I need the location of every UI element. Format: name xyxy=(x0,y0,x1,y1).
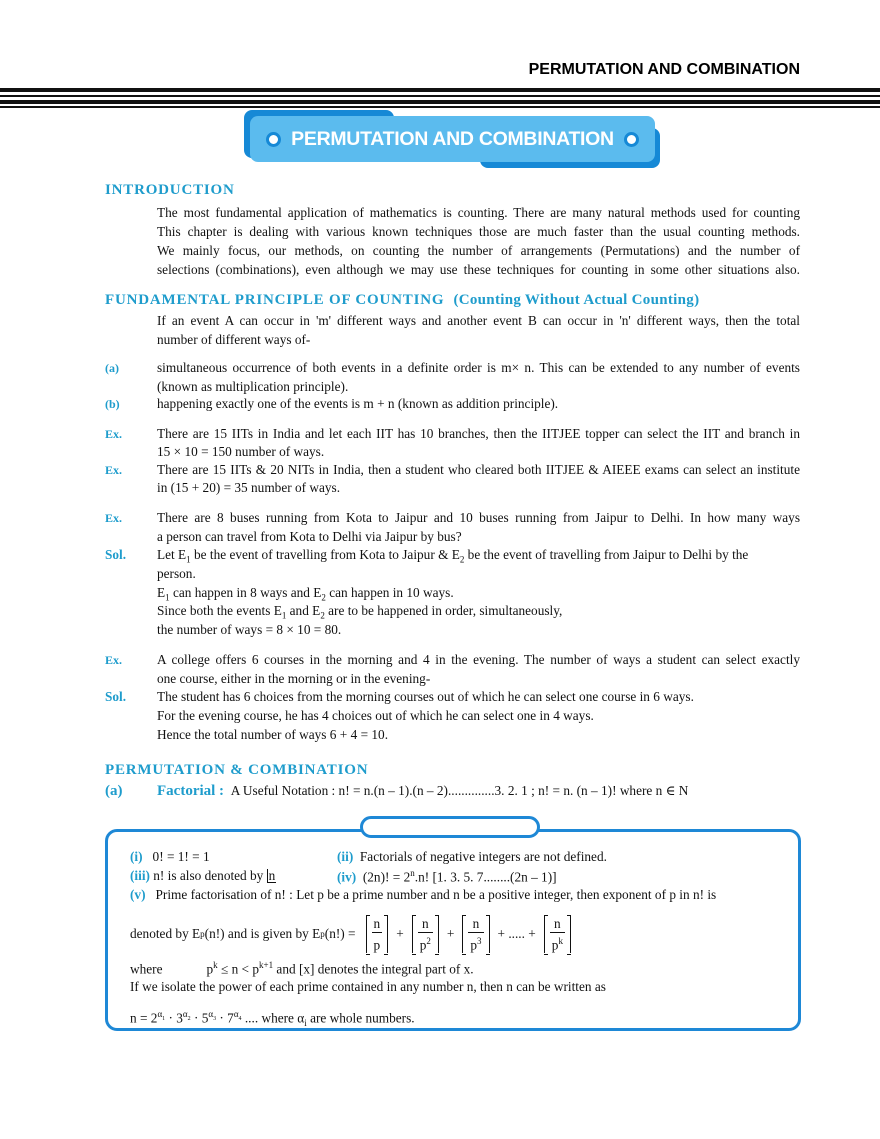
example-label: Ex. xyxy=(105,511,123,525)
text: can happen in 10 ways. xyxy=(325,585,454,600)
text: ≤ n < p xyxy=(217,961,260,977)
item-label: (ii) xyxy=(337,849,354,864)
header-rule xyxy=(0,88,880,92)
item-text: simultaneous occurrence of both events in a definite order is m× n. This can be extended to any number of events xyxy=(157,360,800,375)
example-label: Ex. xyxy=(105,653,123,667)
subscript: 3 xyxy=(213,1015,217,1022)
alpha: α xyxy=(233,1009,239,1019)
solution-text: Hence the total number of ways 6 + 4 = 10. xyxy=(157,727,389,742)
solution-label: Sol. xyxy=(105,547,127,562)
isolate-line: If we isolate the power of each prime contained in any number n, then n can be written as xyxy=(130,979,606,994)
item-text: (2n)! = 2 xyxy=(362,869,411,885)
example-text: There are 15 IITs in India and let each IIT has 10 branches, then the IITJEE topper can select the IIT and branch in xyxy=(157,426,800,441)
subscript: 2 xyxy=(320,610,325,621)
item-label: (iii) xyxy=(130,868,150,883)
denominator: p xyxy=(551,937,559,953)
chapter-banner xyxy=(250,116,655,162)
subscript: 1 xyxy=(162,1015,166,1022)
example-text: There are 8 buses running from Kota to Jaipur and 10 buses running from Jaipur to Delhi. In how many ways xyxy=(157,510,800,525)
text: Since both the events E xyxy=(157,603,282,618)
subscript: 1 xyxy=(281,610,287,621)
section-heading-permutation-combination: PERMUTATION & COMBINATION xyxy=(105,762,369,778)
subscript: i xyxy=(304,1018,307,1029)
alpha: α xyxy=(208,1009,214,1019)
item-text: Factorials of negative integers are not defined. xyxy=(359,849,607,864)
floor-term xyxy=(462,915,489,953)
item-text: .n! [1. 3. 5. 7........(2n – 1)] xyxy=(414,869,557,885)
note-iii xyxy=(130,868,276,884)
example-text: There are 15 IITs & 20 NITs in India, then a student who cleared both IITJEE & AIEEE exams can select an institute xyxy=(157,462,800,477)
item-text: 0! = 1! = 1 xyxy=(152,849,210,864)
text: · 3 xyxy=(165,1010,183,1026)
subscript: 1 xyxy=(186,554,191,565)
denominator: p xyxy=(419,937,427,953)
solution-text xyxy=(157,603,800,621)
numerator: n xyxy=(373,915,381,931)
superscript: n xyxy=(410,868,415,878)
subscript: 4 xyxy=(238,1015,242,1022)
example-label: Ex. xyxy=(105,463,123,477)
example-text: one course, either in the morning or in the evening- xyxy=(157,671,431,686)
solution-text: person. xyxy=(157,566,196,581)
plus-sign: + xyxy=(396,926,404,941)
example-text: in (15 + 20) = 35 number of ways. xyxy=(157,480,341,495)
note-i xyxy=(130,849,210,865)
formula-text: denoted by E xyxy=(130,926,201,941)
ellipsis-sum: + ..... + xyxy=(497,926,536,941)
superscript: 3 xyxy=(477,935,482,946)
plus-sign: + xyxy=(446,926,455,941)
numerator: n xyxy=(472,915,480,931)
text: n = 2 xyxy=(130,1010,158,1026)
note-box-tab xyxy=(360,816,540,838)
paragraph-line: selections (combinations), even although we may use these techniques for counting in some other situations also. xyxy=(157,262,800,277)
header-rule xyxy=(0,100,880,104)
text: are whole numbers. xyxy=(306,1010,415,1026)
example-label: Ex. xyxy=(105,427,123,441)
note-v xyxy=(130,887,801,903)
bullet-icon xyxy=(266,132,281,147)
floor-term xyxy=(412,915,439,953)
item-label: (a) xyxy=(105,783,123,799)
superscript: k xyxy=(213,960,218,970)
item-label: (v) xyxy=(130,887,146,902)
text: Let E xyxy=(157,547,187,562)
note-ii xyxy=(337,849,607,865)
item-text: n! is also denoted by xyxy=(153,868,267,883)
solution-text xyxy=(157,547,800,565)
subscript: p xyxy=(320,929,325,939)
text: and [x] denotes the integral part of x. xyxy=(273,961,474,977)
where-line xyxy=(130,960,474,977)
text: where xyxy=(130,961,163,977)
paragraph-line: If an event A can occur in 'm' different ways and another event B can occur in 'n' different ways, then the total xyxy=(157,313,800,328)
solution-label: Sol. xyxy=(105,689,127,704)
item-label: (i) xyxy=(130,849,143,864)
numerator: n xyxy=(554,915,561,931)
numerator: n xyxy=(421,915,429,931)
example-text: A college offers 6 courses in the morning and 4 in the evening. The number of ways a student can select exactly xyxy=(157,652,800,667)
formula-text: (n!) and is given by E xyxy=(204,926,321,941)
heading-text: FUNDAMENTAL PRINCIPLE OF COUNTING xyxy=(105,292,445,308)
item-label: (b) xyxy=(105,397,120,411)
item-text: (known as multiplication principle). xyxy=(157,379,349,394)
text: · 7 xyxy=(216,1010,234,1026)
example-text: a person can travel from Kota to Delhi via Jaipur by bus? xyxy=(157,529,462,544)
subscript: 2 xyxy=(459,554,465,565)
text: · 5 xyxy=(190,1010,209,1026)
text: are to be happened in order, simultaneously, xyxy=(324,603,563,618)
section-heading-fundamental-principle xyxy=(105,292,699,309)
floor-term xyxy=(544,915,571,953)
section-heading-introduction: INTRODUCTION xyxy=(105,182,235,198)
superscript: k+1 xyxy=(259,960,274,970)
item-text: happening exactly one of the events is m + n (known as addition principle). xyxy=(157,396,559,411)
subscript: 2 xyxy=(321,592,326,603)
floor-term xyxy=(366,915,389,953)
alpha: α xyxy=(182,1009,188,1019)
header-rule xyxy=(0,95,880,97)
text: be the event of travelling from Jaipur to Delhi by the xyxy=(464,547,749,562)
solution-text: The student has 6 choices from the morning courses out of which he can select one course in 6 ways. xyxy=(157,689,694,704)
item-label: (a) xyxy=(105,361,119,375)
superscript: 2 xyxy=(426,935,431,946)
heading-subtitle: (Counting Without Actual Counting) xyxy=(453,292,700,308)
subscript: 1 xyxy=(165,592,170,603)
solution-text: For the evening course, he has 4 choices out of which he can select one in 4 ways. xyxy=(157,708,594,723)
text: be the event of travelling from Kota to Jaipur & E xyxy=(190,547,460,562)
subscript: p xyxy=(200,929,205,939)
paragraph-line: The most fundamental application of mathematics is counting. There are many natural methods used for counting xyxy=(157,205,800,220)
example-text: 15 × 10 = 150 number of ways. xyxy=(157,444,325,459)
solution-text xyxy=(157,585,800,603)
factorial-text: A Useful Notation : n! = n.(n – 1).(n – 2)..............3. 2. 1 ; n! = n. (n – 1)! where n ∈ N xyxy=(230,783,689,798)
subscript: 2 xyxy=(187,1015,191,1022)
alpha: α xyxy=(157,1009,163,1019)
text: can happen in 8 ways and E xyxy=(169,585,322,600)
solution-text: the number of ways = 8 × 10 = 80. xyxy=(157,622,342,637)
note-iv xyxy=(337,868,557,885)
text: p xyxy=(206,961,214,977)
text: and E xyxy=(286,603,321,618)
text: E xyxy=(157,585,166,600)
paragraph-line: We mainly focus, our methods, on counting the number of arrangements (Permutations) and the number of xyxy=(157,243,800,258)
paragraph-line: number of different ways of- xyxy=(157,332,311,347)
running-header: PERMUTATION AND COMBINATION xyxy=(528,61,800,78)
superscript: k xyxy=(558,935,563,946)
header-rule xyxy=(0,106,880,108)
item-text: Prime factorisation of n! : Let p be a prime number and n be a positive integer, then exponent of p in n! is xyxy=(155,887,717,902)
prime-factorization-line xyxy=(130,1009,415,1028)
item-label: (iv) xyxy=(337,869,357,885)
factorial-symbol: n xyxy=(268,868,276,883)
formula-text: (n!) = xyxy=(324,926,356,941)
paragraph-line: This chapter is dealing with various known techniques those are much faster than the usual counting methods. xyxy=(157,224,800,239)
factorial-label: Factorial : xyxy=(157,783,225,799)
text: .... where α xyxy=(241,1010,305,1026)
factorial-definition xyxy=(157,783,688,800)
chapter-title: PERMUTATION AND COMBINATION xyxy=(291,127,614,150)
legendre-formula xyxy=(130,914,575,954)
denominator: p xyxy=(373,937,381,953)
denominator: p xyxy=(470,937,477,953)
bullet-icon xyxy=(624,132,639,147)
